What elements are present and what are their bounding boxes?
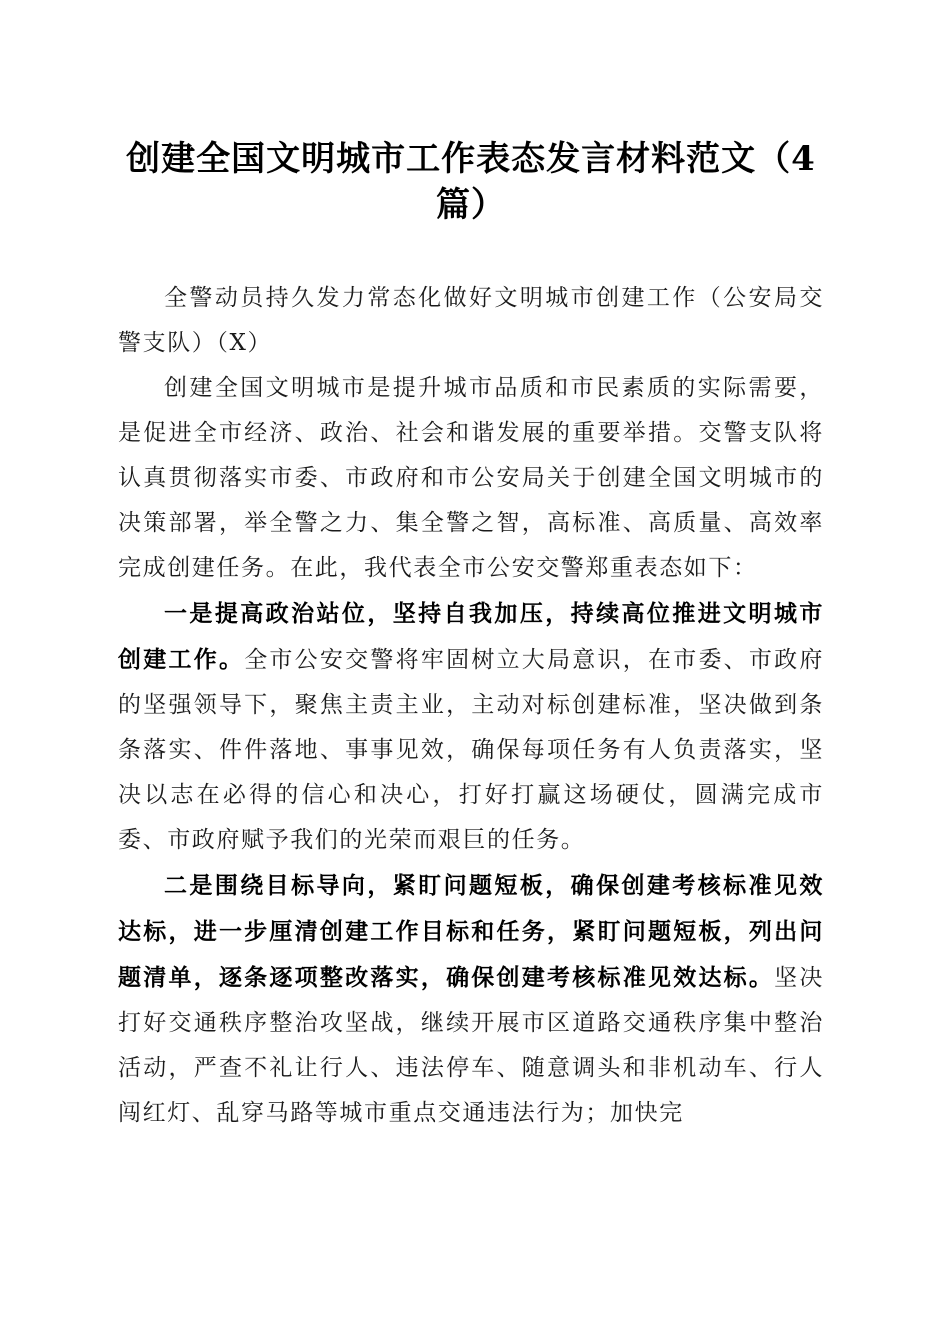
paragraph-lead: 一是提高政治站位，坚持自我加压，持续高位推进文明城市创建工作。 [118, 600, 824, 673]
section-subtitle: 全警动员持久发力常态化做好文明城市创建工作（公安局交警支队）（X） [118, 285, 824, 356]
paragraph-text: 坚决打好交通秩序整治攻坚战，继续开展市区道路交通秩序集中整治活动，严查不礼让行人、违法停车、随意调头和非机动车、行人闯红灯、乱穿马路等城市重点交通违法行为；加快完 [118, 965, 824, 1126]
paragraph-point-1 [118, 591, 824, 863]
document-page [118, 0, 824, 1344]
paragraph-point-2 [118, 863, 824, 1136]
paragraph-text: 全市公安交警将牢固树立大局意识，在市委、市政府的坚强领导下，聚焦主责主业，主动对标创建标准，坚决做到条条落实、件件落地、事事见效，确保每项任务有人负责落实，坚决以志在必得的信心和决心，打好打赢这场硬仗，圆满完成市委、市政府赋予我们的光荣而艰巨的任务。 [118, 647, 824, 853]
paragraph-lead: 二是围绕目标导向，紧盯问题短板，确保创建考核标准见效达标，进一步厘清创建工作目标和任务，紧盯问题短板，列出问题清单，逐条逐项整改落实，确保创建考核标准见效达标。 [118, 872, 824, 991]
paragraph-intro [118, 366, 824, 591]
document-title: 创建全国文明城市工作表态发言材料范文（4篇） [126, 139, 816, 225]
document-body [118, 276, 824, 1136]
paragraph-text: 创建全国文明城市是提升城市品质和市民素质的实际需要，是促进全市经济、政治、社会和谐发展的重要举措。交警支队将认真贯彻落实市委、市政府和市公安局关于创建全国文明城市的决策部署，举全警之力、集全警之智，高标准、高质量、高效率完成创建任务。在此，我代表全市公安交警郑重表态如下： [118, 375, 824, 581]
